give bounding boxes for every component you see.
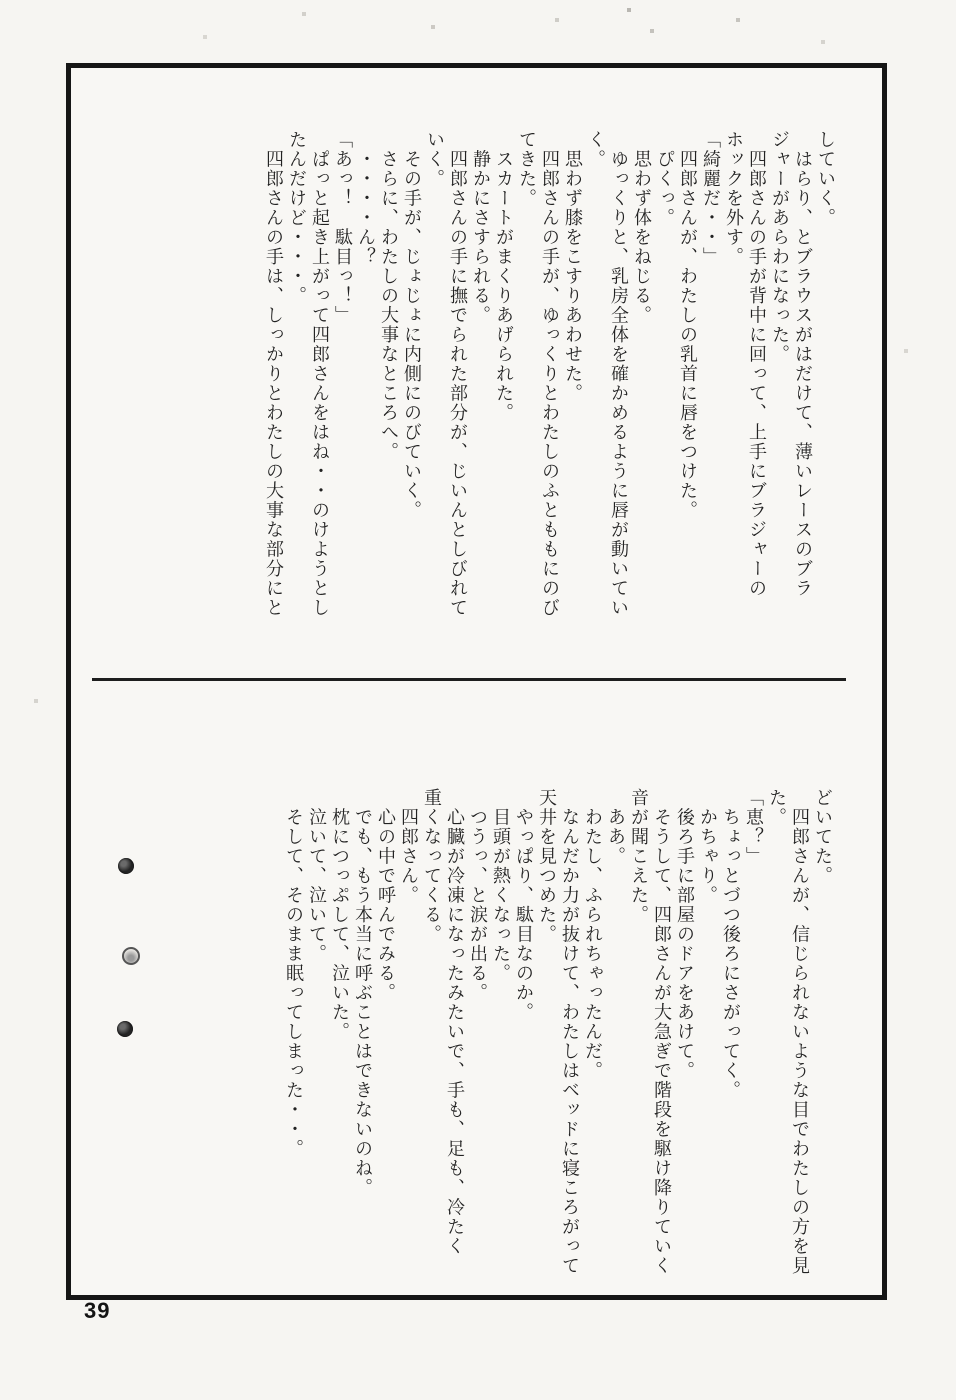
text-column: ジャーがあらわになった。	[770, 130, 790, 364]
page-number: 39	[84, 1298, 111, 1323]
text-column: 四郎さんの手が背中に回って、上手にブラジャーの	[747, 130, 767, 598]
text-column: していく。	[816, 130, 836, 228]
text-column: 静かにさすられる。	[471, 130, 491, 325]
text-column: つうっ、と涙が出る。	[468, 788, 488, 1003]
text-column: 泣いて、泣いて。	[307, 788, 327, 964]
text-column: 「綺麗だ・・」	[701, 130, 721, 267]
text-column: そうして、四郎さんが大急ぎで階段を駆け降りていく	[652, 788, 672, 1276]
text-column: ああ。	[606, 788, 626, 866]
section-divider-rule	[92, 678, 846, 681]
text-column: く。	[586, 130, 606, 169]
bottom-text-section	[165, 788, 837, 1288]
text-column: そして、そのまま眠ってしまった・・。	[284, 788, 304, 1159]
text-column: ゆっくりと、乳房全体を確かめるように唇が動いてい	[609, 130, 629, 618]
text-column: た。	[767, 788, 787, 827]
text-column: 後ろ手に部屋のドアをあけて。	[675, 788, 695, 1081]
text-column: 音が聞こえた。	[629, 788, 649, 925]
text-column: ちょっとづつ後ろにさがってく。	[721, 788, 741, 1100]
text-column: スカートがまくりあげられた。	[494, 130, 514, 423]
text-column: ・・・・ん？	[356, 130, 376, 267]
text-column: どいてた。	[813, 788, 833, 886]
text-column: やっぱり、駄目なのか。	[514, 788, 534, 1022]
text-column: 四郎さんが、わたしの乳首に唇をつけた。	[678, 130, 698, 520]
text-column: 四郎さんの手は、しっかりとわたしの大事な部分にと	[264, 130, 284, 618]
text-column: はらり、とブラウスがはだけて、薄いレースのブラ	[793, 130, 813, 598]
ink-stamp-icon	[122, 947, 140, 965]
ink-stamp-icon	[118, 858, 134, 874]
text-column: かちゃり。	[698, 788, 718, 905]
text-column: たんだけど・・・。	[287, 130, 307, 306]
text-column: ぱっと起き上がって四郎さんをはね・・のけようとし	[310, 130, 330, 618]
text-column: 四郎さんの手に撫でられた部分が、じいんとしびれて	[448, 130, 468, 618]
scan-noise	[0, 0, 2, 2]
text-column: でも、もう本当に呼ぶことはできないのね。	[353, 788, 373, 1198]
text-column: ホックを外す。	[724, 130, 744, 267]
text-column: 心臓が冷凍になったみたいで、手も、足も、冷たく	[445, 788, 465, 1256]
text-column: 天井を見つめた。	[537, 788, 557, 944]
text-column: いく。	[425, 130, 445, 189]
text-column: 「恵？」	[744, 788, 764, 866]
ink-stamp-icon	[117, 1021, 133, 1037]
text-column: 思わず膝をこすりあわせた。	[563, 130, 583, 403]
text-column: 目頭が熱くなった。	[491, 788, 511, 983]
text-column: その手が、じょじょに内側にのびていく。	[402, 130, 422, 520]
top-text-section	[140, 130, 840, 630]
text-column: さらに、わたしの大事なところへ。	[379, 130, 399, 462]
text-column: 心の中で呼んでみる。	[376, 788, 396, 1003]
text-column: なんだか力が抜けて、わたしはベッドに寝ころがって	[560, 788, 580, 1276]
text-column: 思わず体をねじる。	[632, 130, 652, 325]
text-column: 四郎さんが、信じられないような目でわたしの方を見	[790, 788, 810, 1276]
text-column: てきた。	[517, 130, 537, 208]
text-column: わたし、ふられちゃったんだ。	[583, 788, 603, 1081]
text-column: ぴくっ。	[655, 130, 675, 228]
text-column: 枕につっぷして、泣いた。	[330, 788, 350, 1042]
text-column: 四郎さんの手が、ゆっくりとわたしのふとももにのび	[540, 130, 560, 618]
text-column: 四郎さん。	[399, 788, 419, 905]
text-column: 「あっ！ 駄目っ！」	[333, 130, 353, 325]
text-column: 重くなってくる。	[422, 788, 442, 944]
